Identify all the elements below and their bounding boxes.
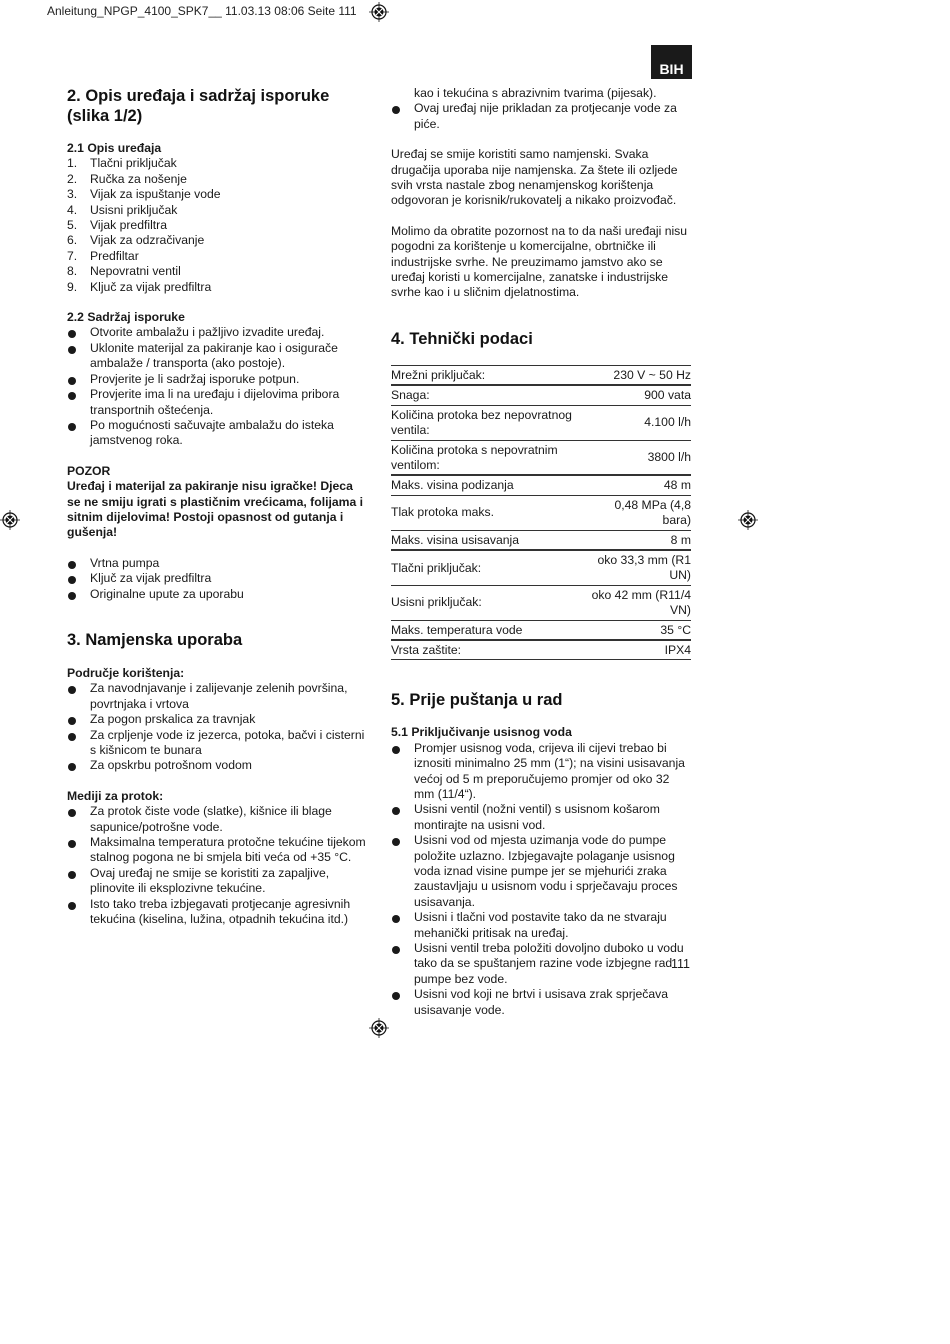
list-item: 6. Vijak za odzračivanje (67, 233, 205, 248)
list-item: 8. Nepovratni ventil (67, 264, 181, 279)
media-list (67, 804, 367, 927)
language-tag: BIH (651, 45, 692, 79)
table-row (391, 530, 691, 550)
spec-value: 8 m (584, 530, 691, 550)
print-header: Anleitung_NPGP_4100_SPK7__ 11.03.13 08:06 Seite 111 (47, 4, 357, 18)
table-row (391, 620, 691, 640)
list-item: Usisni vod od mjesta uzimanja vode do pumpe položite uzlazno. Izbjegavajte polaganje usisnog voda iznad visine pumpe jer se mjehurići zraka zaustavljaju u usisnom vodu i sprječavaju proces usisavanja. (391, 833, 693, 910)
registration-mark-icon (0, 510, 20, 530)
table-row (391, 405, 691, 440)
media-heading: Mediji za protok: (67, 788, 164, 803)
registration-mark-icon (369, 1018, 389, 1038)
warranty-paragraph: Molimo da obratite pozornost na to da naši uređaji nisu pogodni za korištenje u komercijalne, obrtničke ili industrijske svrhe. Ne preuzimamo jamstvo ako se uređaj koristi u komercijalne, zanatske i industrijske svrhe kao i u sličnim djelatnostima. (391, 223, 688, 300)
spec-label: Maks. visina usisavanja (391, 530, 584, 550)
section-2-title: 2. Opis uređaja i sadržaj isporuke (slika 1/2) (67, 87, 330, 125)
list-item: Za crpljenje vode iz jezerca, potoka, bačvi i cisterni s kišnicom te bunara (67, 728, 367, 759)
right-column (391, 86, 693, 1018)
spec-value: 48 m (584, 475, 691, 495)
list-item: 1. Tlačni priključak (67, 156, 177, 171)
list-item: 5. Vijak predfiltra (67, 218, 167, 233)
media-list-continued (391, 86, 693, 132)
list-item: Vrtna pumpa (67, 556, 367, 571)
list-item: Za pogon prskalica za travnjak (67, 712, 367, 727)
technical-data-table (391, 365, 691, 661)
section-5-title: 5. Prije puštanja u rad (391, 691, 563, 710)
list-item-continued: kao i tekućina s abrazivnim tvarima (pijesak). (414, 86, 657, 100)
list-item: Za protok čiste vode (slatke), kišnice ili blage sapunice/potrošne vode. (67, 804, 367, 835)
spec-value: IPX4 (584, 640, 691, 660)
table-row (391, 385, 691, 405)
spec-label: Usisni priključak: (391, 585, 584, 620)
spec-value: 900 vata (584, 385, 691, 405)
list-item: Otvorite ambalažu i pažljivo izvadite uređaj. (67, 325, 367, 340)
delivery-steps-list (67, 325, 367, 448)
section-3-title: 3. Namjenska uporaba (67, 630, 243, 649)
suction-line-list (391, 741, 693, 1018)
list-item: Provjerite je li sadržaj isporuke potpun. (67, 372, 367, 387)
list-item: Ključ za vijak predfiltra (67, 571, 367, 586)
list-item: Originalne upute za uporabu (67, 587, 367, 602)
registration-mark-icon (738, 510, 758, 530)
table-row (391, 640, 691, 660)
left-column (67, 86, 367, 927)
parts-list (67, 156, 367, 295)
table-row (391, 365, 691, 385)
table-row (391, 475, 691, 495)
spec-label: Tlak protoka maks. (391, 495, 584, 530)
suction-line-heading: 5.1 Priključivanje usisnog voda (391, 725, 572, 740)
delivery-contents-heading: 2.2 Sadržaj isporuke (67, 310, 185, 325)
list-item: 2. Ručka za nošenje (67, 171, 187, 186)
list-item: Za opskrbu potrošnom vodom (67, 758, 367, 773)
list-item: Usisni ventil treba položiti dovoljno duboko u vodu tako da se spuštanjem razine vode izbjegne rad pumpe bez vode. (391, 941, 693, 987)
spec-value: 3800 l/h (584, 440, 691, 475)
list-item: Ovaj uređaj nije prikladan za protjecanje vode za piće. (391, 101, 693, 132)
list-item: Usisni ventil (nožni ventil) s usisnom košarom montirajte na usisni vod. (391, 802, 693, 833)
spec-value: oko 42 mm (R11/4 VN) (584, 585, 691, 620)
spec-label: Mrežni priključak: (391, 365, 584, 385)
list-item: Usisni i tlačni vod postavite tako da ne stvaraju mehanički pritisak na uređaj. (391, 910, 693, 941)
usage-area-heading: Područje korištenja: (67, 665, 185, 680)
list-item: Promjer usisnog voda, crijeva ili cijevi trebao bi iznositi minimalno 25 mm (1“); na visini usisavanja većoj od 5 m preporučujemo promjer od oko 32 mm (11/4“). (391, 741, 693, 803)
contents-list (67, 556, 367, 602)
table-row (391, 550, 691, 585)
list-item: Usisni vod koji ne brtvi i usisava zrak sprječava usisavanje vode. (391, 987, 693, 1018)
spec-label: Maks. temperatura vode (391, 620, 584, 640)
spec-label: Količina protoka bez nepovratnog ventila: (391, 405, 584, 440)
spec-value: 35 °C (584, 620, 691, 640)
spec-value: 230 V ~ 50 Hz (584, 365, 691, 385)
spec-value: 0,48 MPa (4,8 bara) (584, 495, 691, 530)
section-4-title: 4. Tehnički podaci (391, 329, 533, 348)
warning-text: Uređaj i materijal za pakiranje nisu igračke! Djeca se ne smiju igrati s plastičnim vrećicama, folijama i sitnim dijelovima! Postoji opasnost od gutanja i gušenja! (67, 479, 364, 540)
usage-area-list (67, 681, 367, 773)
list-item: Za navodnjavanje i zalijevanje zelenih površina, povrtnjaka i vrtova (67, 681, 367, 712)
page-number: 111 (671, 957, 691, 971)
spec-label: Maks. visina podizanja (391, 475, 584, 495)
list-item: Maksimalna temperatura protočne tekućine tijekom stalnog pogona ne bi smjela biti veća od +35 °C. (67, 835, 367, 866)
spec-label: Tlačni priključak: (391, 550, 584, 585)
table-row (391, 495, 691, 530)
list-item: 4. Usisni priključak (67, 202, 178, 217)
list-item: 3. Vijak za ispuštanje vode (67, 187, 221, 202)
spec-label: Količina protoka s nepovratnim ventilom: (391, 440, 584, 475)
list-item: Isto tako treba izbjegavati protjecanje agresivnih tekućina (kiselina, lužina, otpadnih tekućina itd.) (67, 897, 367, 928)
spec-value: oko 33,3 mm (R1 UN) (584, 550, 691, 585)
spec-label: Snaga: (391, 385, 584, 405)
list-item: 9. Ključ za vijak predfiltra (67, 279, 212, 294)
device-description-heading: 2.1 Opis uređaja (67, 141, 162, 155)
list-item: Po mogućnosti sačuvajte ambalažu do isteka jamstvenog roka. (67, 418, 367, 449)
list-item: Provjerite ima li na uređaju i dijelovima pribora transportnih oštećenja. (67, 387, 367, 418)
intended-use-paragraph: Uređaj se smije koristiti samo namjenski. Svaka drugačija uporaba nije namjenska. Za štete ili ozljede svih vrsta nastale zbog nenamjenskog korištenja odgovoran je korisnik/rukovatelj a nikako proizvođač. (391, 147, 678, 208)
registration-mark-icon (369, 2, 389, 22)
warning-title: POZOR (67, 463, 111, 478)
list-item: 7. Predfiltar (67, 248, 139, 263)
table-row (391, 440, 691, 475)
list-item: Ovaj uređaj ne smije se koristiti za zapaljive, plinovite ili eksplozivne tekućine. (67, 866, 367, 897)
spec-value: 4.100 l/h (584, 405, 691, 440)
list-item: Uklonite materijal za pakiranje kao i osigurače ambalaže / transporta (ako postoje). (67, 341, 367, 372)
table-row (391, 585, 691, 620)
spec-label: Vrsta zaštite: (391, 640, 584, 660)
